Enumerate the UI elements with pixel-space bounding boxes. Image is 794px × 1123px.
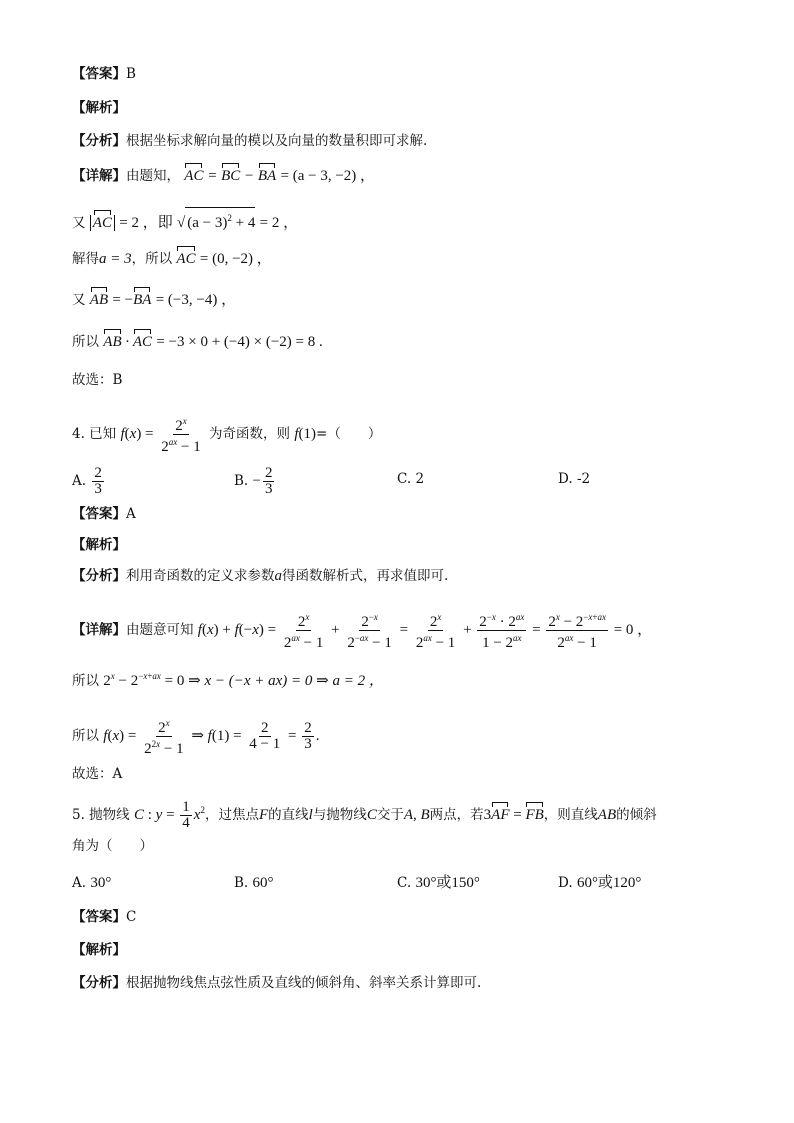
q3-answer: B [126,66,136,82]
q5-fenxi: 【分析】根据抛物线焦点弦性质及直线的倾斜角、斜率关系计算即可. [72,975,482,991]
q3-analysis-heading: 【解析】 [72,100,126,116]
q3-step1: 【详解】由题知， AC = BC − BA = (a − 3, −2) ， [72,168,376,184]
q4-step2: 所以 $2^x - 2^{-x+ax} = 0$ ⇒ x − (−x + ax) = 0 ⇒ a = 2 ， [72,671,384,689]
q3-answer-line [72,64,136,84]
q4-option-c: C. 2 [397,471,425,487]
q4-analysis-heading: 【解析】 [72,537,126,553]
q5-analysis-heading: 【解析】 [72,942,126,958]
q4-final: 故选：A [72,766,123,782]
q4-detail: 【详解】由题意可知 f(x) + f(−x) = $\frac{2^x}{2^{ax} - 1}$ + $\frac{2^{-x}}{2^{-ax} - 1}$ = $\frac{2^x}{2^{ax} - 1}$ + $\frac{2^{-x} \cdot 2^{ax}}{1 - 2^{ax}}$ = $\frac{2^x - 2^{-x+ax}}{2^{ax} - 1}$ = 0 ， [72,612,653,651]
q3-final: 故选：B [72,372,123,388]
q3-fenxi: 【分析】根据坐标求解向量的模以及向量的数量积即可求解. [72,133,428,149]
q4-option-d: D. -2 [558,471,591,487]
q5-option-a: A. 30° [72,875,112,891]
q5-option-b: B. 60° [234,875,274,891]
q4-stem: 4. 已知 f(x) = $\frac{2^x}{2^{ax} - 1}$ 为奇函数，则 f(1)=（ ） [72,416,382,455]
q3-step5: 所以 AB · AC = −3 × 0 + (−4) × (−2) = 8 . [72,334,323,350]
q5-option-d: D. 60°或120° [558,875,642,891]
q4-option-b: B. − $\frac{2}{3}$ [234,465,273,497]
answer-label: 【答案】 [72,66,126,82]
q4-option-a: A. $\frac{2}{3}$ [72,465,102,497]
q5-answer-line: 【答案】C [72,909,137,925]
q3-step3: 解得a = 3，所以 AC = (0, −2) ， [72,251,272,267]
q4-answer-line: 【答案】A [72,506,136,522]
q5-stem-line2: 角为（ ） [72,838,153,854]
q5-option-c: C. 30°或150° [397,875,480,891]
q4-fenxi: 【分析】利用奇函数的定义求参数a得函数解析式，再求值即可. [72,568,449,584]
q3-step4: 又 AB = −BA = (−3, −4) ， [72,292,237,308]
q4-step3: 所以 f(x) = $\frac{2^x}{2^{2x} - 1}$ ⇒ f(1) = $\frac{2}{4 - 1}$ = $\frac{2}{3}$ . [72,718,320,757]
q3-step2: 又 AC = 2 ，即 √ $(a - 3)^2 + 4 = 2$ ， [72,207,298,233]
q5-stem: 5. 抛物线 C : y = $\frac{1}{4}$ $x^2$，过焦点F的直线l与抛物线C交于A, B两点，若3AF = FB，则直线AB的倾斜 [72,799,657,832]
